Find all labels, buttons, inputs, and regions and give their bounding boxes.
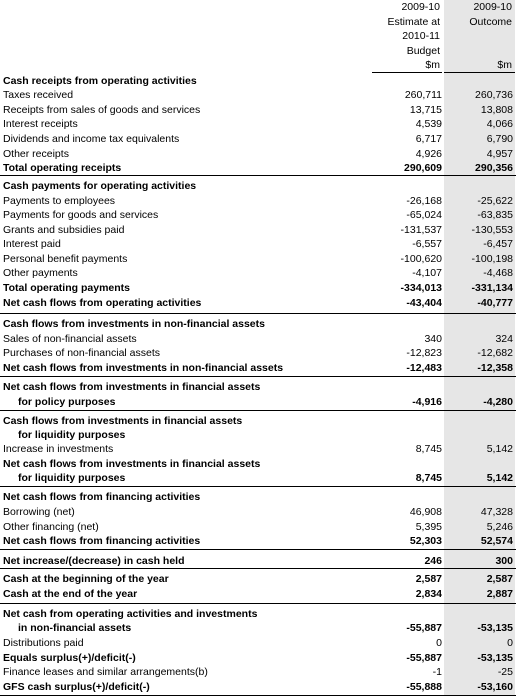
header-line: $m — [425, 59, 440, 71]
outcome-value: -12,682 — [477, 347, 513, 359]
header-line: Outcome — [469, 15, 512, 28]
outcome-value: 6,790 — [486, 133, 513, 145]
row-label: for liquidity purposes — [18, 429, 126, 441]
row-label: Taxes received — [3, 89, 74, 101]
outcome-value: -25,622 — [477, 195, 513, 207]
header-line: 2010-11 — [402, 30, 440, 42]
outcome-value: 5,142 — [486, 472, 513, 484]
estimate-value: 246 — [424, 555, 442, 567]
estimate-value: -55,888 — [406, 681, 442, 693]
outcome-value: 5,246 — [486, 521, 513, 533]
table-row — [0, 117, 516, 132]
outcome-value: 2,887 — [486, 588, 513, 600]
row-label: Personal benefit payments — [3, 253, 128, 265]
table-row — [0, 554, 516, 569]
estimate-value: -65,024 — [406, 209, 442, 221]
table-row — [0, 587, 516, 602]
table-row — [0, 266, 516, 281]
section-divider — [0, 549, 516, 550]
row-label: Sales of non-financial assets — [3, 333, 137, 345]
estimate-value: -100,620 — [400, 253, 442, 265]
outcome-value: -25 — [497, 666, 513, 678]
outcome-value: -53,135 — [477, 652, 513, 664]
row-label: Net cash flows from investments in non-financial assets — [3, 362, 284, 374]
table-row — [0, 505, 516, 520]
outcome-value: 260,736 — [475, 89, 513, 101]
section-divider — [0, 410, 516, 411]
table-row — [0, 296, 516, 311]
section-divider — [0, 603, 516, 604]
outcome-value: -63,835 — [477, 209, 513, 221]
outcome-value: 324 — [495, 333, 513, 345]
estimate-value: -55,887 — [406, 652, 442, 664]
table-row — [0, 281, 516, 296]
estimate-value: -334,013 — [400, 282, 442, 294]
outcome-value: 13,808 — [480, 104, 513, 116]
outcome-value: -331,134 — [471, 282, 513, 294]
outcome-value: 0 — [507, 637, 513, 649]
row-label: Net cash flows from investments in financial assets — [3, 381, 261, 393]
row-label: Cash flows from investments in non-financial assets — [3, 318, 265, 330]
outcome-value: -12,358 — [477, 362, 513, 374]
estimate-value: -26,168 — [406, 195, 442, 207]
row-label: in non-financial assets — [18, 622, 132, 634]
outcome-value: -53,160 — [477, 681, 513, 693]
row-label: Other financing (net) — [3, 521, 99, 533]
estimate-value: 8,745 — [415, 472, 442, 484]
outcome-value: -53,135 — [477, 622, 513, 634]
header-line: Budget — [406, 44, 440, 57]
estimate-value: -12,823 — [406, 347, 442, 359]
header-line: Estimate at — [387, 15, 440, 28]
row-label: Distributions paid — [3, 637, 84, 649]
table-row — [0, 194, 516, 209]
table-row — [0, 471, 516, 486]
estimate-value: 8,745 — [415, 443, 442, 455]
header-line: $m — [497, 59, 512, 71]
table-row — [0, 252, 516, 267]
estimate-value: -131,537 — [400, 224, 442, 236]
row-label: Net increase/(decrease) in cash held — [3, 555, 185, 567]
estimate-value: 13,715 — [409, 104, 442, 116]
row-label: for liquidity purposes — [18, 472, 126, 484]
estimate-value: -43,404 — [406, 297, 442, 309]
outcome-value: -130,553 — [471, 224, 513, 236]
row-label: for policy purposes — [18, 396, 116, 408]
outcome-value: 5,142 — [486, 443, 513, 455]
table-row — [0, 636, 516, 651]
row-label: Other receipts — [3, 148, 69, 160]
header-line — [444, 29, 515, 44]
section-divider — [0, 313, 516, 314]
row-label: Net cash flows from financing activities — [3, 491, 201, 503]
table-row — [0, 651, 516, 666]
row-label: GFS cash surplus(+)/deficit(-) — [3, 681, 150, 693]
estimate-value: 0 — [436, 637, 442, 649]
table-row — [0, 395, 516, 410]
estimate-value: 4,539 — [415, 118, 442, 130]
estimate-value: 4,926 — [415, 148, 442, 160]
estimate-value: 6,717 — [415, 133, 442, 145]
table-row — [0, 572, 516, 587]
estimate-value: -55,887 — [406, 622, 442, 634]
table-row — [0, 161, 516, 176]
row-label: Cash at the end of the year — [3, 588, 138, 600]
estimate-value: 52,303 — [409, 535, 442, 547]
row-label: Borrowing (net) — [3, 506, 75, 518]
row-label: Grants and subsidies paid — [3, 224, 125, 236]
estimate-value: 340 — [424, 333, 442, 345]
table-row — [0, 208, 516, 223]
table-row — [0, 428, 516, 443]
header-line: 2009-10 — [473, 1, 512, 13]
table-row — [0, 665, 516, 680]
row-label: Payments for goods and services — [3, 209, 159, 221]
outcome-value: 300 — [495, 555, 513, 567]
table-row — [0, 621, 516, 636]
row-label: Finance leases and similar arrangements(b) — [3, 666, 208, 678]
row-label: Net cash flows from financing activities — [3, 535, 201, 547]
row-label: Cash receipts from operating activities — [3, 75, 197, 87]
outcome-value: 47,328 — [480, 506, 513, 518]
section-divider — [0, 175, 516, 176]
row-label: Payments to employees — [3, 195, 116, 207]
row-label: Purchases of non-financial assets — [3, 347, 161, 359]
outcome-value: -4,280 — [483, 396, 513, 408]
row-label: Net cash flows from operating activities — [3, 297, 202, 309]
estimate-value: -12,483 — [406, 362, 442, 374]
table-row — [0, 223, 516, 238]
outcome-value: -40,777 — [477, 297, 513, 309]
table-row — [0, 380, 516, 395]
table-row — [0, 179, 516, 194]
estimate-value: -4,916 — [412, 396, 442, 408]
row-label: Total operating receipts — [3, 162, 122, 174]
outcome-value: -100,198 — [471, 253, 513, 265]
column-header-outcome — [444, 0, 515, 73]
table-row — [0, 457, 516, 472]
row-label: Cash flows from investments in financial assets — [3, 415, 243, 427]
outcome-value: 290,356 — [475, 162, 513, 174]
row-label: Increase in investments — [3, 443, 114, 455]
row-label: Other payments — [3, 267, 78, 279]
table-row — [0, 317, 516, 332]
outcome-value: 2,587 — [486, 573, 513, 585]
table-row — [0, 361, 516, 376]
row-label: Interest paid — [3, 238, 61, 250]
estimate-value: -6,557 — [412, 238, 442, 250]
column-header-estimate — [372, 0, 442, 73]
section-divider — [0, 376, 516, 377]
row-label: Equals surplus(+)/deficit(-) — [3, 652, 136, 664]
estimate-value: 2,834 — [415, 588, 442, 600]
table-row — [0, 607, 516, 622]
table-row — [0, 88, 516, 103]
estimate-value: -1 — [432, 666, 442, 678]
row-label: Net cash from operating activities and investments — [3, 608, 258, 620]
estimate-value: 290,609 — [404, 162, 442, 174]
section-divider — [0, 486, 516, 487]
table-row — [0, 103, 516, 118]
outcome-value: 4,066 — [486, 118, 513, 130]
table-row — [0, 74, 516, 89]
section-divider — [0, 568, 516, 569]
table-row — [0, 490, 516, 505]
table-row — [0, 442, 516, 457]
table-row — [0, 147, 516, 162]
row-label: Cash at the beginning of the year — [3, 573, 169, 585]
table-row — [0, 414, 516, 429]
row-label: Dividends and income tax equivalents — [3, 133, 180, 145]
outcome-value: 52,574 — [480, 535, 513, 547]
table-row — [0, 332, 516, 347]
estimate-value: 2,587 — [415, 573, 442, 585]
table-row — [0, 132, 516, 147]
estimate-value: 260,711 — [404, 89, 442, 101]
estimate-value: 5,395 — [415, 521, 442, 533]
table-row — [0, 520, 516, 535]
outcome-value: -6,457 — [483, 238, 513, 250]
table-row — [0, 534, 516, 549]
estimate-value: 46,908 — [409, 506, 442, 518]
row-label: Interest receipts — [3, 118, 78, 130]
table-row — [0, 680, 516, 695]
header-line: 2009-10 — [401, 1, 440, 13]
table-row — [0, 346, 516, 361]
outcome-value: -4,468 — [483, 267, 513, 279]
header-line — [444, 44, 515, 59]
table-row — [0, 237, 516, 252]
row-label: Net cash flows from investments in financial assets — [3, 458, 261, 470]
row-label: Total operating payments — [3, 282, 130, 294]
outcome-value: 4,957 — [486, 148, 513, 160]
row-label: Receipts from sales of goods and services — [3, 104, 201, 116]
estimate-value: -4,107 — [412, 267, 442, 279]
row-label: Cash payments for operating activities — [3, 180, 197, 192]
